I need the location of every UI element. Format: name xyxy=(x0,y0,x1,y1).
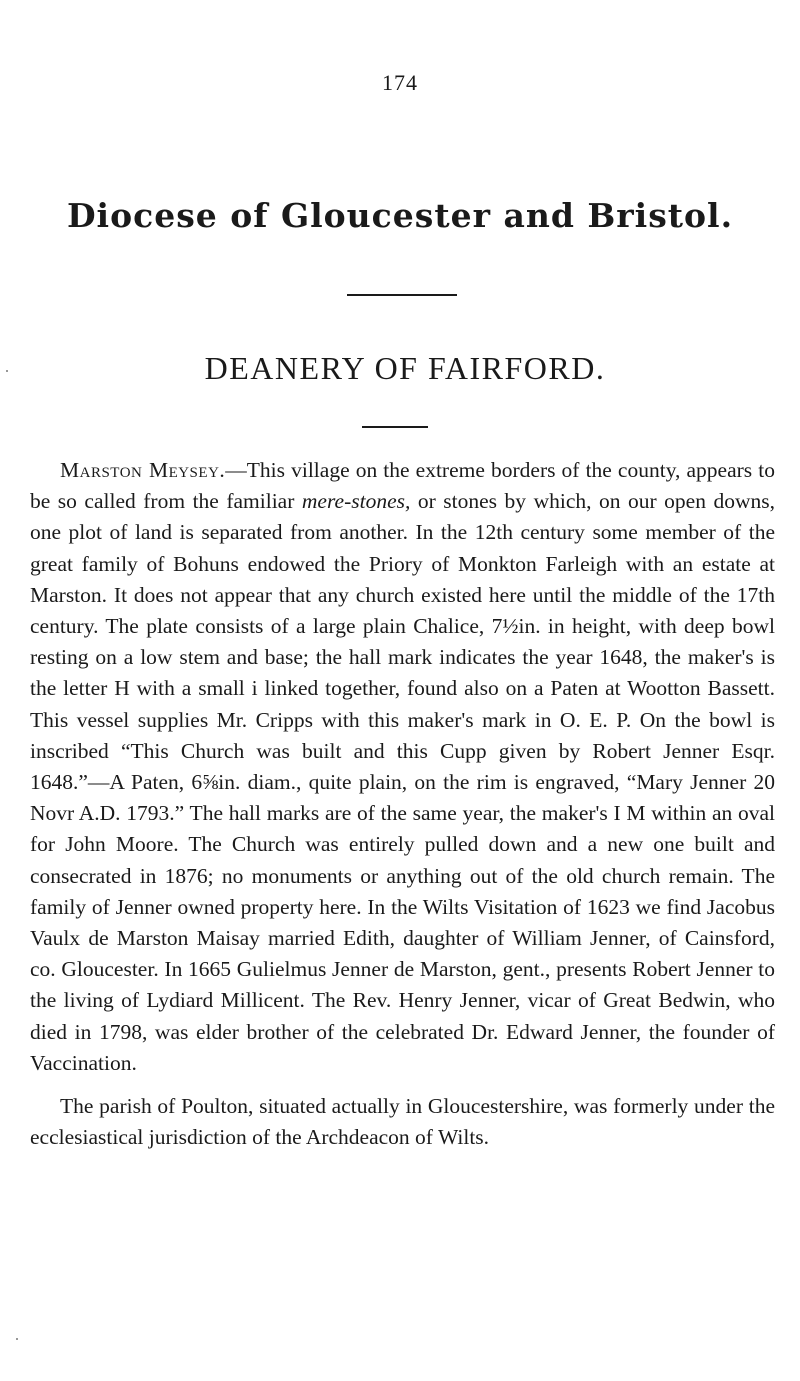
diocese-title: Diocese of Gloucester and Bristol. xyxy=(66,196,734,235)
paragraph-heading: Marston Meysey. xyxy=(60,458,226,482)
page-number: 174 xyxy=(382,70,418,95)
top-rule xyxy=(347,294,457,296)
bottom-rule xyxy=(362,426,428,428)
deanery-title: DEANERY OF FAIRFORD. xyxy=(204,350,606,386)
paragraph-text-part1: —This village on the extreme borders of the county, appears to be so called from the familiar xyxy=(30,458,775,514)
italic-phrase: mere-stones, xyxy=(301,489,411,514)
paragraph-marston-meysey xyxy=(30,455,775,1079)
scan-speck xyxy=(6,370,8,372)
scan-speck xyxy=(16,1338,18,1340)
paragraph-text-part2: or stones by which, on our open downs, one plot of land is separated from another. In the 12th century some member of the great family of Bohuns endowed the Priory of Monkton Farleigh with an estate at Marston. It does not appear that any church existed here until the middle of the 17th century. The plate consists of a large plain Chalice, 7½in. in height, with deep bowl resting on a low stem and base; the hall mark indicates the year 1648, the maker's is the letter H with a small i linked together, found also on a Paten at Wootton Bassett. This vessel supplies Mr. Cripps with this maker's mark in O. E. P. On the bowl is inscribed “This Church was built and this Cupp given by Robert Jenner Esqr. 1648.”—A Paten, 6⅝in. diam., quite plain, on the rim is engraved, “Mary Jenner 20 Novr A.D. 1793.” The hall marks are of the same year, the maker's I M within an oval for John Moore. The Church was entirely pulled down and a new one built and consecrated in 1876; no monuments or anything out of the old church remain. The family of Jenner owned property here. In the Wilts Visitation of 1623 we find Jacobus Vaulx de Marston Maisay married Edith, daughter of William Jenner, of Cainsford, co. Gloucester. In 1665 Gulielmus Jenner de Marston, gent., presents Robert Jenner to the living of Lydiard Millicent. The Rev. Henry Jenner, vicar of Great Bedwin, who died in 1798, was elder brother of the celebrated Dr. Edward Jenner, the founder of Vaccination. xyxy=(30,489,775,1075)
body-text xyxy=(30,455,775,1153)
paragraph-poulton: The parish of Poulton, situated actually in Gloucestershire, was formerly under the ecclesiastical jurisdiction of the Archdeacon of Wilts. xyxy=(30,1094,775,1150)
